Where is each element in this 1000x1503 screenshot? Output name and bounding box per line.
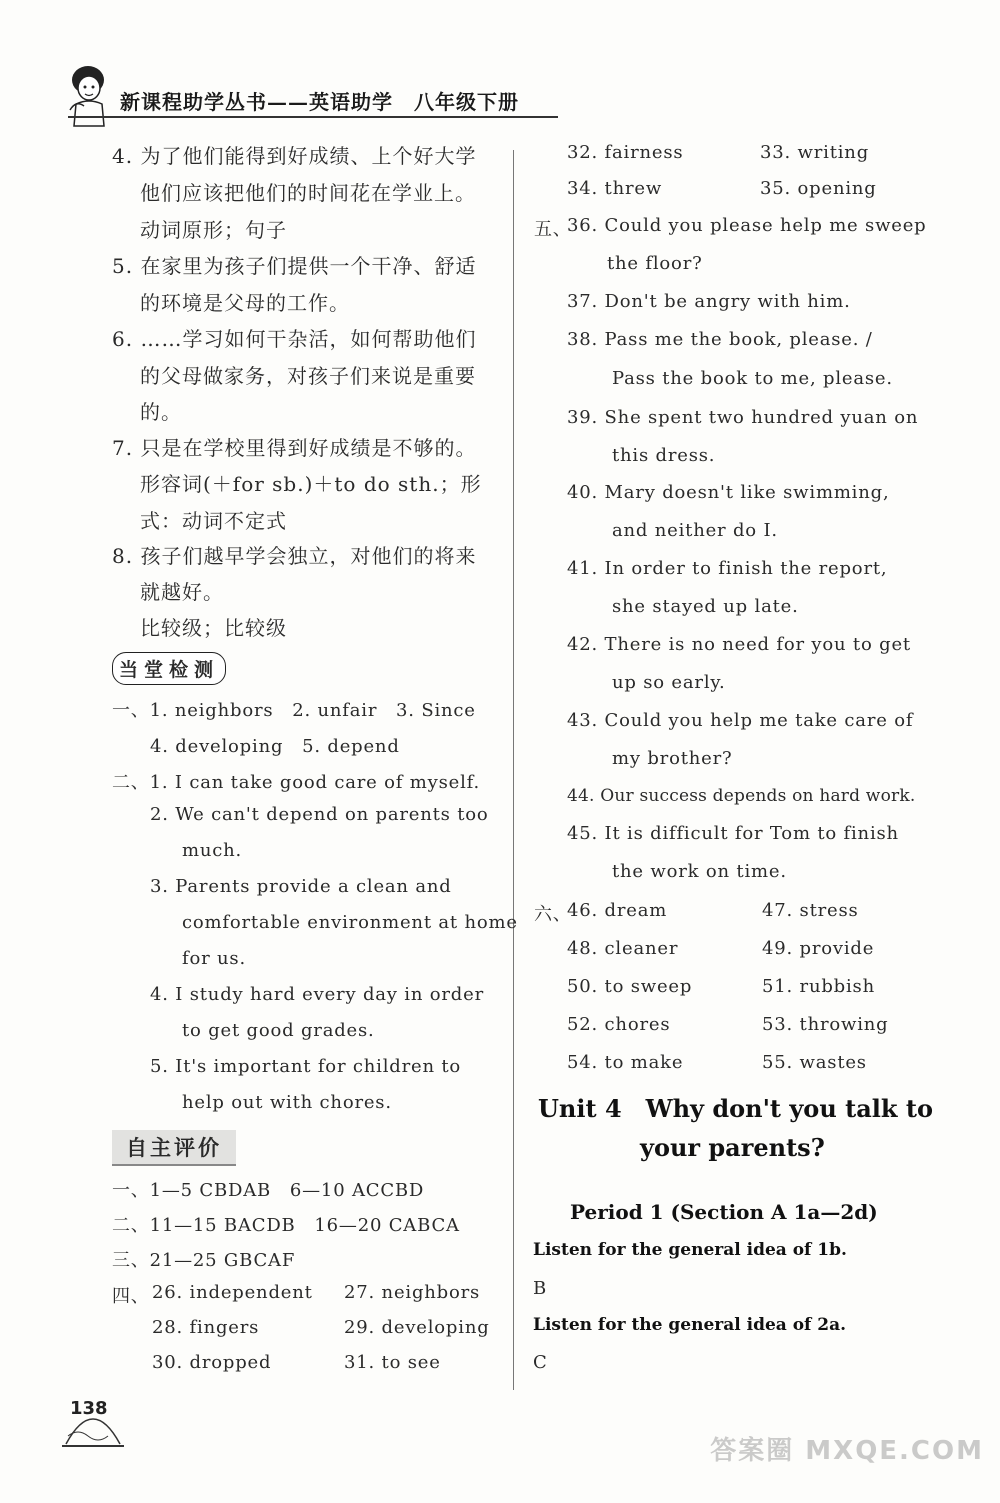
answer-item: 55. wastes: [762, 1052, 867, 1073]
answer-item: 29. developing: [344, 1317, 490, 1338]
page-number-badge: [58, 1392, 128, 1450]
answer-line: 4. developing 5. depend: [150, 736, 400, 757]
answer-line: 二、1. I can take good care of myself.: [112, 772, 480, 793]
answer-line: 的父母做家务，对孩子们来说是重要: [140, 364, 476, 388]
answer-line: 44. Our success depends on hard work.: [567, 786, 916, 806]
answer-line: 45. It is difficult for Tom to finish: [567, 823, 899, 844]
question-heading: Listen for the general idea of 2a.: [533, 1315, 847, 1335]
answer-line: 38. Pass me the book, please. /: [567, 329, 873, 350]
answer-item: 53. throwing: [762, 1014, 889, 1035]
answer-line: 就越好。: [140, 580, 224, 604]
answer-item: 51. rubbish: [762, 976, 875, 997]
answer-line: 41. In order to finish the report,: [567, 558, 888, 579]
section-label: 六、: [534, 904, 572, 925]
answer-line: my brother?: [612, 748, 733, 769]
answer-line: 5. It's important for children to: [150, 1056, 462, 1077]
section-title-self-evaluation: [112, 1130, 236, 1166]
answer-line: help out with chores.: [182, 1092, 392, 1113]
answer-line: she stayed up late.: [612, 596, 799, 617]
answer-line: and neither do I.: [612, 520, 778, 541]
answer-line: 动词原形；句子: [140, 218, 287, 242]
answer-line: 5. 在家里为孩子们提供一个干净、舒适: [112, 254, 477, 278]
answer-line: 3. Parents provide a clean and: [150, 876, 452, 897]
answer-item: 27. neighbors: [344, 1282, 481, 1303]
answer-letter: B: [533, 1278, 548, 1299]
header-mascot: [62, 60, 112, 130]
answer-line: 2. We can't depend on parents too: [150, 804, 489, 825]
answer-item: 33. writing: [760, 142, 870, 163]
answer-item: 26. independent: [152, 1282, 313, 1303]
watermark: 答案圈 MXQE.COM: [710, 1436, 984, 1466]
answer-line: 8. 孩子们越早学会独立，对他们的将来: [112, 544, 477, 568]
section-title-text: 当堂检测: [112, 652, 226, 685]
answer-line: 一、1—5 CBDAB 6—10 ACCBD: [112, 1180, 425, 1201]
answer-line: the work on time.: [612, 861, 787, 882]
answer-letter: C: [533, 1352, 548, 1373]
answer-line: 39. She spent two hundred yuan on: [567, 407, 919, 428]
question-heading: Listen for the general idea of 1b.: [533, 1240, 847, 1260]
answer-line: 比较级；比较级: [140, 616, 287, 640]
answer-item: 34. threw: [567, 178, 663, 199]
answer-item: 28. fingers: [152, 1317, 260, 1338]
answer-item: 30. dropped: [152, 1352, 272, 1373]
answer-line: Pass the book to me, please.: [612, 368, 893, 389]
answer-item: 52. chores: [567, 1014, 671, 1035]
answer-line: 三、21—25 GBCAF: [112, 1250, 296, 1271]
answer-item: 48. cleaner: [567, 938, 679, 959]
answer-line: 的。: [140, 400, 182, 424]
page-number: 138: [70, 1398, 108, 1419]
answer-item: 50. to sweep: [567, 976, 693, 997]
answer-item: 32. fairness: [567, 142, 684, 163]
unit-title: Unit 4 Why don't you talk to: [538, 1094, 933, 1123]
answer-line: 二、11—15 BACDB 16—20 CABCA: [112, 1215, 460, 1236]
answer-item: 46. dream: [567, 900, 668, 921]
answer-line: 4. I study hard every day in order: [150, 984, 484, 1005]
answer-line: 43. Could you help me take care of: [567, 710, 914, 731]
answer-line: 4. 为了他们能得到好成绩、上个好大学: [112, 144, 477, 168]
answer-line: 42. There is no need for you to get: [567, 634, 911, 655]
answer-item: 54. to make: [567, 1052, 684, 1073]
section-title-text: 自主评价: [112, 1130, 236, 1166]
answer-line: 他们应该把他们的时间花在学业上。: [140, 181, 476, 205]
answer-line: 一、1. neighbors 2. unfair 3. Since: [112, 700, 476, 721]
header-rule: [68, 116, 558, 118]
answer-line: 形容词(＋for sb.)＋to do sth.；形: [140, 472, 482, 496]
answer-line: much.: [182, 840, 243, 861]
answer-line: the floor?: [607, 253, 703, 274]
answer-line: comfortable environment at home: [182, 912, 518, 933]
column-divider: [513, 150, 514, 1390]
answer-line: 37. Don't be angry with him.: [567, 291, 851, 312]
answer-line: 40. Mary doesn't like swimming,: [567, 482, 890, 503]
answer-line: up so early.: [612, 672, 726, 693]
answer-item: 31. to see: [344, 1352, 441, 1373]
answer-line: 7. 只是在学校里得到好成绩是不够的。: [112, 436, 477, 460]
unit-title-cont: your parents?: [640, 1133, 825, 1162]
period-title: Period 1 (Section A 1a—2d): [570, 1200, 878, 1224]
answer-item: 35. opening: [760, 178, 877, 199]
answer-item: 49. provide: [762, 938, 875, 959]
answer-line: 的环境是父母的工作。: [140, 291, 350, 315]
header-title: 新课程助学丛书——英语助学 八年级下册: [120, 90, 519, 114]
answer-line: this dress.: [612, 445, 716, 466]
answer-line: 36. Could you please help me sweep: [567, 215, 927, 236]
answer-line: to get good grades.: [182, 1020, 375, 1041]
answer-line: for us.: [182, 948, 246, 969]
answer-line: 式：动词不定式: [140, 509, 287, 533]
answer-item: 47. stress: [762, 900, 859, 921]
section-label: 四、: [112, 1286, 150, 1307]
section-label: 五、: [534, 219, 572, 240]
answer-line: 6. ……学习如何干杂活，如何帮助他们: [112, 327, 477, 351]
section-title-practice: [112, 652, 226, 685]
